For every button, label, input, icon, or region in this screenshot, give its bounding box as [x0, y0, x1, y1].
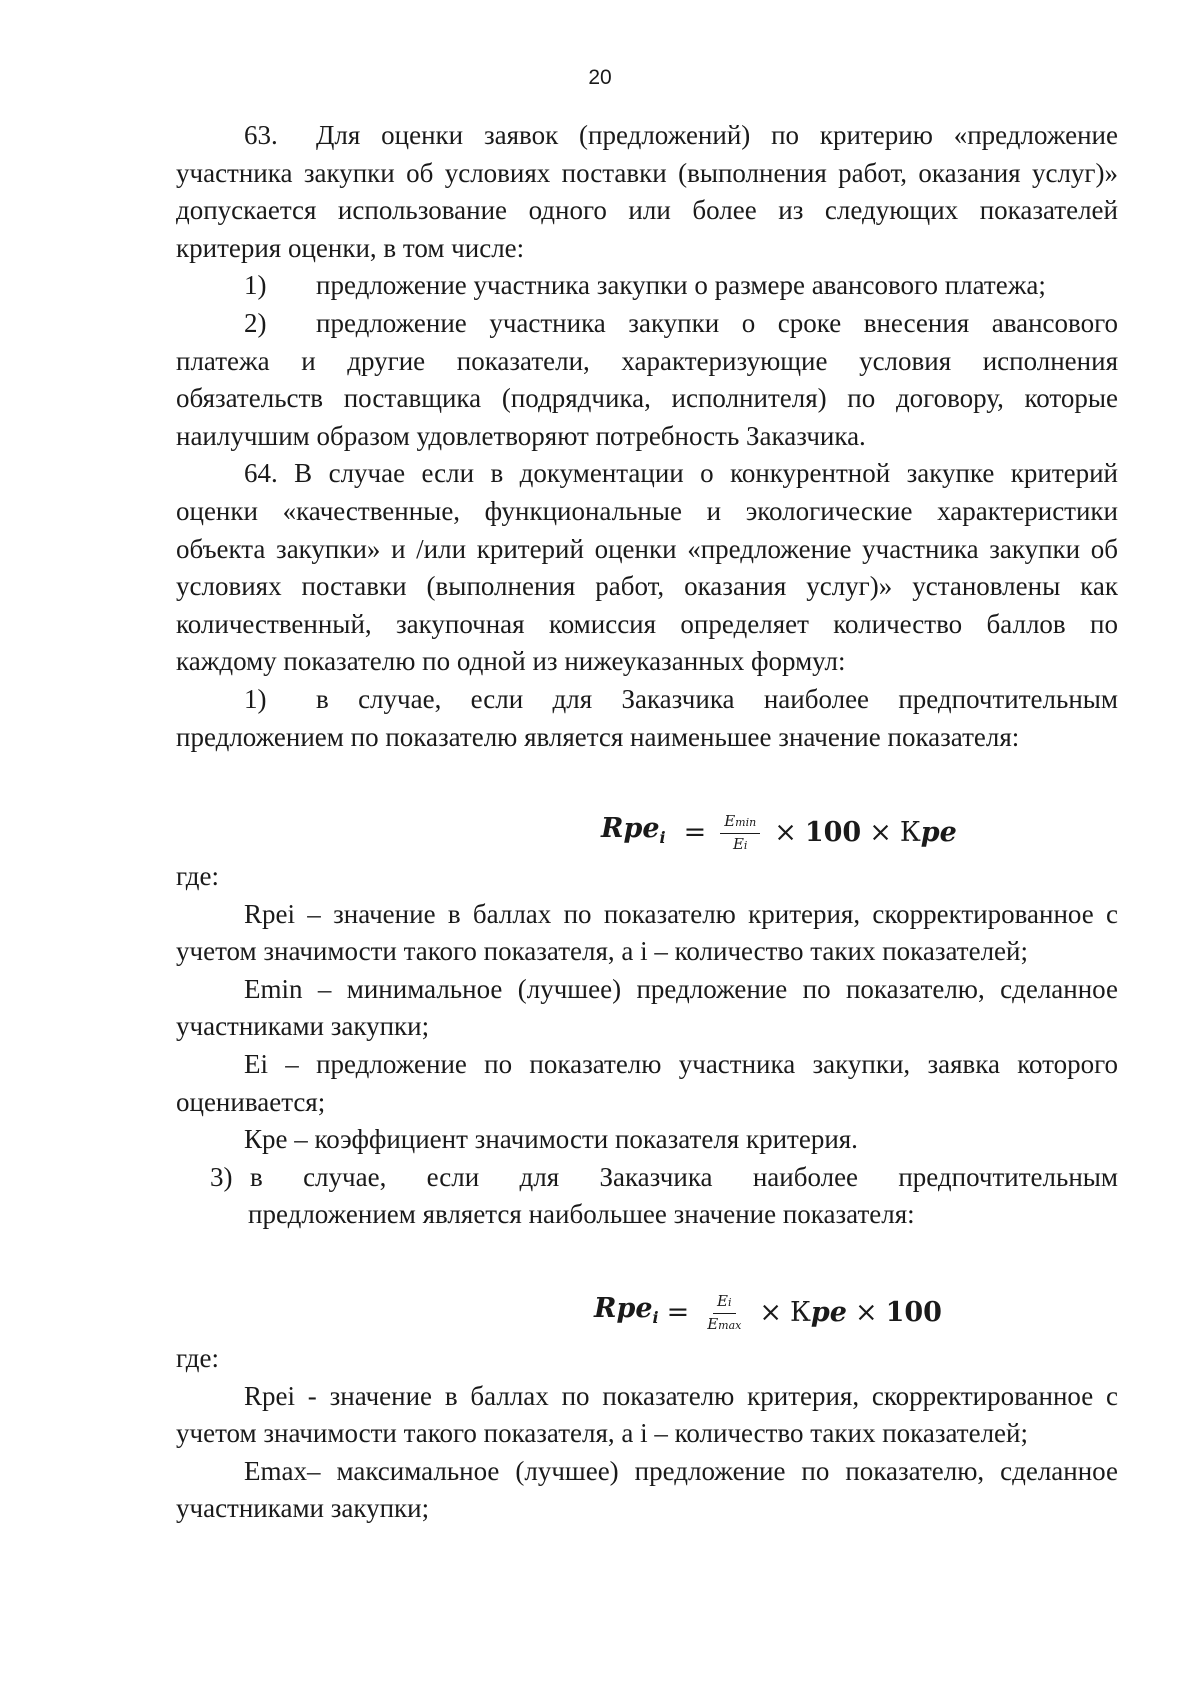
- where-label-1: где:: [176, 861, 219, 892]
- times-sign: ×: [869, 817, 892, 849]
- paragraph-63-item-2: [176, 305, 1118, 455]
- formula-lhs-sub: i: [659, 827, 666, 847]
- case-1-number: 1): [244, 683, 267, 714]
- where-2-line: Emax– максимальное (лучшее) предложение по показателю, сделанное участниками закупки;: [176, 1455, 1118, 1524]
- paragraph-64: 64. В случае если в документации о конкурентной закупке критерий оценки «качественные, функциональные и экологические характеристики объекта закупки» и /или критерий оценки «предложение участника закупки об условиях поставки (выполнения работ, оказания услуг)» установлены как количественный, закупочная комиссия определяет количество баллов по каждому показателю по одной из нижеуказанных формул:: [176, 458, 1118, 677]
- item-number: 1): [244, 270, 267, 301]
- where-label-2: где:: [176, 1343, 219, 1374]
- item-text: предложение участника закупки о размере авансового платежа;: [316, 270, 1046, 301]
- paragraph-63-item-1: [176, 267, 1118, 305]
- formula-coef: Кpe: [789, 1297, 847, 1329]
- formula-lhs: Rpe: [601, 812, 660, 844]
- where-2-line: Rpei - значение в баллах по показателю критерия, скорректированное с учетом значимости такого показателя, а i – количество таких показателей;: [176, 1380, 1118, 1449]
- fraction-numerator: Ei: [713, 1292, 735, 1314]
- formula-hundred: 100: [885, 1297, 942, 1329]
- equals-sign: =: [666, 1297, 690, 1329]
- times-sign: ×: [774, 817, 797, 849]
- fraction: [703, 1292, 745, 1335]
- fraction-denominator: Ei: [732, 834, 748, 853]
- formula-coef: Кpe: [899, 817, 957, 849]
- formula-max: [594, 1286, 1118, 1340]
- case-3: [176, 1159, 1118, 1197]
- case-1-text: в случае, если для Заказчика наиболее предпочтительным предложением по показателю является наименьшее значение показателя:: [176, 683, 1118, 752]
- fraction-denominator: Emax: [707, 1314, 742, 1333]
- where-1-line: Ei – предложение по показателю участника закупки, заявка которого оценивается;: [176, 1049, 1118, 1117]
- fraction: [720, 812, 760, 855]
- formula-lhs: Rpe: [594, 1292, 653, 1324]
- document-body: [176, 117, 1118, 1528]
- item-number: 2): [244, 307, 267, 338]
- formula-lhs-sub: i: [652, 1307, 659, 1327]
- item-text: предложение участника закупки о сроке внесения авансового платежа и другие показатели, характеризующие условия исполнения обязательств поставщика (подрядчика, исполнителя) по договору, которые наилучшим образом удовлетворяют потребность Заказчика.: [176, 307, 1118, 451]
- case-3-text: в случае, если для Заказчика наиболее предпочтительным: [250, 1161, 1118, 1192]
- times-sign: ×: [854, 1297, 878, 1329]
- case-3-continuation: предложением является наибольшее значение показателя:: [248, 1199, 915, 1230]
- formula-hundred: 100: [804, 817, 862, 849]
- where-1-line: Rpei – значение в баллах по показателю критерия, скорректированное с учетом значимости такого показателя, а i – количество таких показателей;: [176, 898, 1118, 967]
- where-1-line: Emin – минимальное (лучшее) предложение по показателю, сделанное участниками закупки;: [176, 973, 1118, 1042]
- equals-sign: =: [683, 817, 707, 849]
- paragraph-63: [176, 117, 1118, 267]
- formula-min: [601, 808, 1118, 858]
- case-3-number: 3): [210, 1161, 233, 1192]
- times-sign: ×: [759, 1297, 782, 1329]
- page-number: 20: [588, 66, 612, 89]
- case-1: [176, 681, 1118, 756]
- fraction-numerator: Emin: [720, 812, 760, 834]
- paragraph-63-text: Для оценки заявок (предложений) по критерию «предложение участника закупки об условиях поставки (выполнения работ, оказания услуг)» допускается использование одного или более из следующих показателей критерия оценки, в том числе:: [176, 120, 1118, 263]
- where-1-line: Кре – коэффициент значимости показателя критерия.: [244, 1124, 858, 1155]
- paragraph-63-number: 63.: [244, 120, 278, 150]
